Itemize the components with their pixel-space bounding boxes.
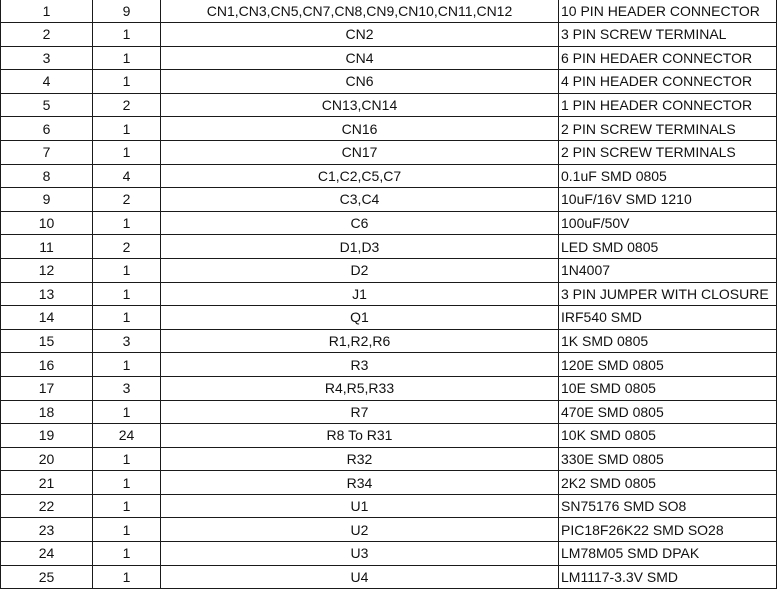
description-cell: 470E SMD 0805 — [559, 400, 777, 424]
description-cell: 100uF/50V — [559, 211, 777, 235]
table-row — [1, 542, 777, 566]
table-row — [1, 329, 777, 353]
serial-number-cell: 4 — [1, 70, 93, 94]
reference-cell: CN17 — [161, 140, 559, 164]
table-row — [1, 93, 777, 117]
reference-cell: R1,R2,R6 — [161, 329, 559, 353]
description-cell: 6 PIN HEDAER CONNECTOR — [559, 46, 777, 70]
table-row — [1, 424, 777, 448]
reference-cell: R8 To R31 — [161, 424, 559, 448]
serial-number-cell: 11 — [1, 235, 93, 259]
table-row — [1, 353, 777, 377]
table-row — [1, 235, 777, 259]
serial-number-cell: 3 — [1, 46, 93, 70]
serial-number-cell: 18 — [1, 400, 93, 424]
quantity-cell: 3 — [93, 329, 161, 353]
description-cell: 10 PIN HEADER CONNECTOR — [559, 0, 777, 23]
description-cell: 10K SMD 0805 — [559, 424, 777, 448]
description-cell: LED SMD 0805 — [559, 235, 777, 259]
description-cell: 330E SMD 0805 — [559, 447, 777, 471]
description-cell: LM78M05 SMD DPAK — [559, 542, 777, 566]
table-row — [1, 306, 777, 330]
reference-cell: CN16 — [161, 117, 559, 141]
quantity-cell: 2 — [93, 235, 161, 259]
reference-cell: R7 — [161, 400, 559, 424]
reference-cell: C3,C4 — [161, 188, 559, 212]
description-cell: 1 PIN HEADER CONNECTOR — [559, 93, 777, 117]
description-cell: LM1117-3.3V SMD — [559, 565, 777, 589]
reference-cell: J1 — [161, 282, 559, 306]
description-cell: 3 PIN JUMPER WITH CLOSURE — [559, 282, 777, 306]
table-row — [1, 565, 777, 589]
table-row — [1, 0, 777, 23]
quantity-cell: 1 — [93, 518, 161, 542]
quantity-cell: 4 — [93, 164, 161, 188]
serial-number-cell: 23 — [1, 518, 93, 542]
serial-number-cell: 12 — [1, 258, 93, 282]
quantity-cell: 1 — [93, 306, 161, 330]
reference-cell: U1 — [161, 494, 559, 518]
table-row — [1, 376, 777, 400]
serial-number-cell: 9 — [1, 188, 93, 212]
serial-number-cell: 8 — [1, 164, 93, 188]
table-row — [1, 282, 777, 306]
reference-cell: U4 — [161, 565, 559, 589]
serial-number-cell: 7 — [1, 140, 93, 164]
serial-number-cell: 1 — [1, 0, 93, 23]
serial-number-cell: 5 — [1, 93, 93, 117]
reference-cell: C1,C2,C5,C7 — [161, 164, 559, 188]
description-cell: SN75176 SMD SO8 — [559, 494, 777, 518]
table-row — [1, 518, 777, 542]
quantity-cell: 2 — [93, 93, 161, 117]
quantity-cell: 1 — [93, 70, 161, 94]
table-row — [1, 494, 777, 518]
quantity-cell: 1 — [93, 117, 161, 141]
reference-cell: CN13,CN14 — [161, 93, 559, 117]
reference-cell: R34 — [161, 471, 559, 495]
reference-cell: D2 — [161, 258, 559, 282]
quantity-cell: 1 — [93, 258, 161, 282]
description-cell: 4 PIN HEADER CONNECTOR — [559, 70, 777, 94]
quantity-cell: 1 — [93, 353, 161, 377]
reference-cell: CN1,CN3,CN5,CN7,CN8,CN9,CN10,CN11,CN12 — [161, 0, 559, 23]
description-cell: IRF540 SMD — [559, 306, 777, 330]
bom-table-body — [1, 0, 777, 589]
serial-number-cell: 21 — [1, 471, 93, 495]
serial-number-cell: 15 — [1, 329, 93, 353]
serial-number-cell: 22 — [1, 494, 93, 518]
reference-cell: Q1 — [161, 306, 559, 330]
reference-cell: U2 — [161, 518, 559, 542]
description-cell: 1N4007 — [559, 258, 777, 282]
serial-number-cell: 6 — [1, 117, 93, 141]
reference-cell: CN6 — [161, 70, 559, 94]
reference-cell: R3 — [161, 353, 559, 377]
table-row — [1, 23, 777, 47]
table-row — [1, 140, 777, 164]
table-row — [1, 258, 777, 282]
quantity-cell: 1 — [93, 400, 161, 424]
quantity-cell: 1 — [93, 542, 161, 566]
serial-number-cell: 14 — [1, 306, 93, 330]
description-cell: 2 PIN SCREW TERMINALS — [559, 117, 777, 141]
reference-cell: CN2 — [161, 23, 559, 47]
quantity-cell: 24 — [93, 424, 161, 448]
description-cell: 2 PIN SCREW TERMINALS — [559, 140, 777, 164]
reference-cell: R32 — [161, 447, 559, 471]
serial-number-cell: 24 — [1, 542, 93, 566]
table-row — [1, 400, 777, 424]
quantity-cell: 1 — [93, 471, 161, 495]
table-row — [1, 471, 777, 495]
reference-cell: R4,R5,R33 — [161, 376, 559, 400]
reference-cell: D1,D3 — [161, 235, 559, 259]
quantity-cell: 1 — [93, 23, 161, 47]
serial-number-cell: 20 — [1, 447, 93, 471]
table-row — [1, 46, 777, 70]
description-cell: 3 PIN SCREW TERMINAL — [559, 23, 777, 47]
quantity-cell: 1 — [93, 447, 161, 471]
quantity-cell: 1 — [93, 46, 161, 70]
table-row — [1, 70, 777, 94]
table-row — [1, 211, 777, 235]
serial-number-cell: 10 — [1, 211, 93, 235]
description-cell: PIC18F26K22 SMD SO28 — [559, 518, 777, 542]
table-row — [1, 164, 777, 188]
table-row — [1, 188, 777, 212]
quantity-cell: 9 — [93, 0, 161, 23]
description-cell: 10E SMD 0805 — [559, 376, 777, 400]
description-cell: 120E SMD 0805 — [559, 353, 777, 377]
quantity-cell: 1 — [93, 494, 161, 518]
description-cell: 1K SMD 0805 — [559, 329, 777, 353]
serial-number-cell: 25 — [1, 565, 93, 589]
quantity-cell: 1 — [93, 140, 161, 164]
serial-number-cell: 13 — [1, 282, 93, 306]
serial-number-cell: 2 — [1, 23, 93, 47]
quantity-cell: 1 — [93, 565, 161, 589]
table-row — [1, 447, 777, 471]
reference-cell: U3 — [161, 542, 559, 566]
table-row — [1, 117, 777, 141]
description-cell: 2K2 SMD 0805 — [559, 471, 777, 495]
quantity-cell: 1 — [93, 211, 161, 235]
description-cell: 0.1uF SMD 0805 — [559, 164, 777, 188]
serial-number-cell: 16 — [1, 353, 93, 377]
quantity-cell: 3 — [93, 376, 161, 400]
quantity-cell: 2 — [93, 188, 161, 212]
reference-cell: CN4 — [161, 46, 559, 70]
reference-cell: C6 — [161, 211, 559, 235]
serial-number-cell: 17 — [1, 376, 93, 400]
description-cell: 10uF/16V SMD 1210 — [559, 188, 777, 212]
serial-number-cell: 19 — [1, 424, 93, 448]
quantity-cell: 1 — [93, 282, 161, 306]
